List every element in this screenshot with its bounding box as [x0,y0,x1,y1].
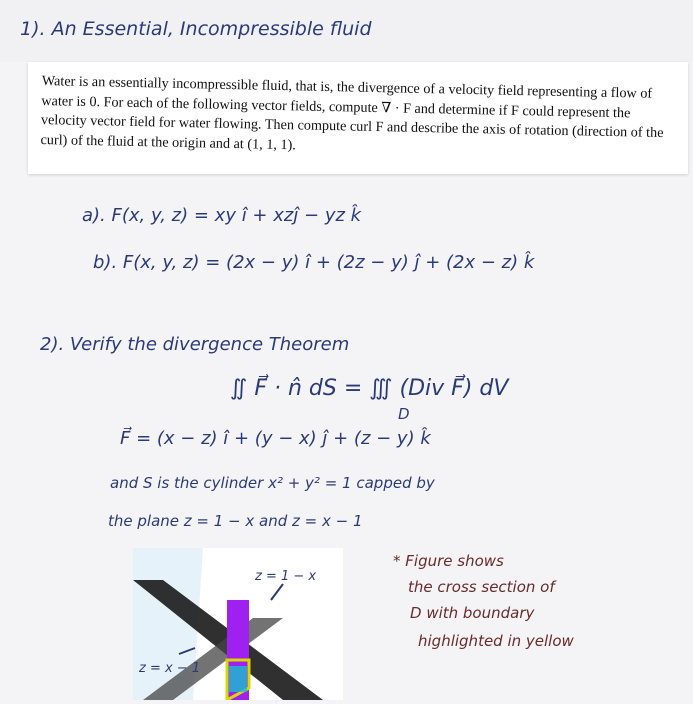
note-line-2: the cross section of [408,578,555,596]
domain-label: D [398,405,410,423]
problem-1-title: 1). An Essential, Incompressible fluid [20,18,372,40]
surface-description-1: and S is the cylinder x² + y² = 1 capped by [110,474,435,492]
cross-section-figure [133,548,343,700]
vector-field: F⃗ = (x − z) î + (y − x) ĵ + (z − y) k̂ [120,428,431,449]
surface-description-2: the plane z = 1 − x and z = x − 1 [108,512,363,530]
label-bottom: z = x − 1 [139,661,201,676]
part-b: b). F(x, y, z) = (2x − y) î + (2z − y) ĵ + (2x − z) k̂ [93,252,535,273]
note-line-3: D with boundary [410,604,535,622]
note-line-4: highlighted in yellow [418,632,574,650]
part-a: a). F(x, y, z) = xy î + xzĵ − yz k̂ [82,205,362,226]
typed-problem-box [28,62,688,174]
domain-region [229,666,247,692]
note-line-1: * Figure shows [393,552,504,570]
problem-2-heading: 2). Verify the divergence Theorem [40,334,350,355]
arrow-top [271,584,283,600]
cross-section-diagram [133,548,343,700]
label-top: z = 1 − x [255,569,317,584]
divergence-equation: ∬ F⃗ · n̂ dS = ∭ (Div F⃗) dV [230,376,509,401]
typed-problem-text: Water is an essentially incompressible fluid, that is, the divergence of a velocity field representing a flow of water is 0. For each of the following vector fields, compute ∇ · F and determine if F could represent the velocity vector field for water flowing. Then compute curl F and describe the axis of rotation (direction of the curl) of the fluid at the origin and at (1, 1, 1). [40,72,664,153]
